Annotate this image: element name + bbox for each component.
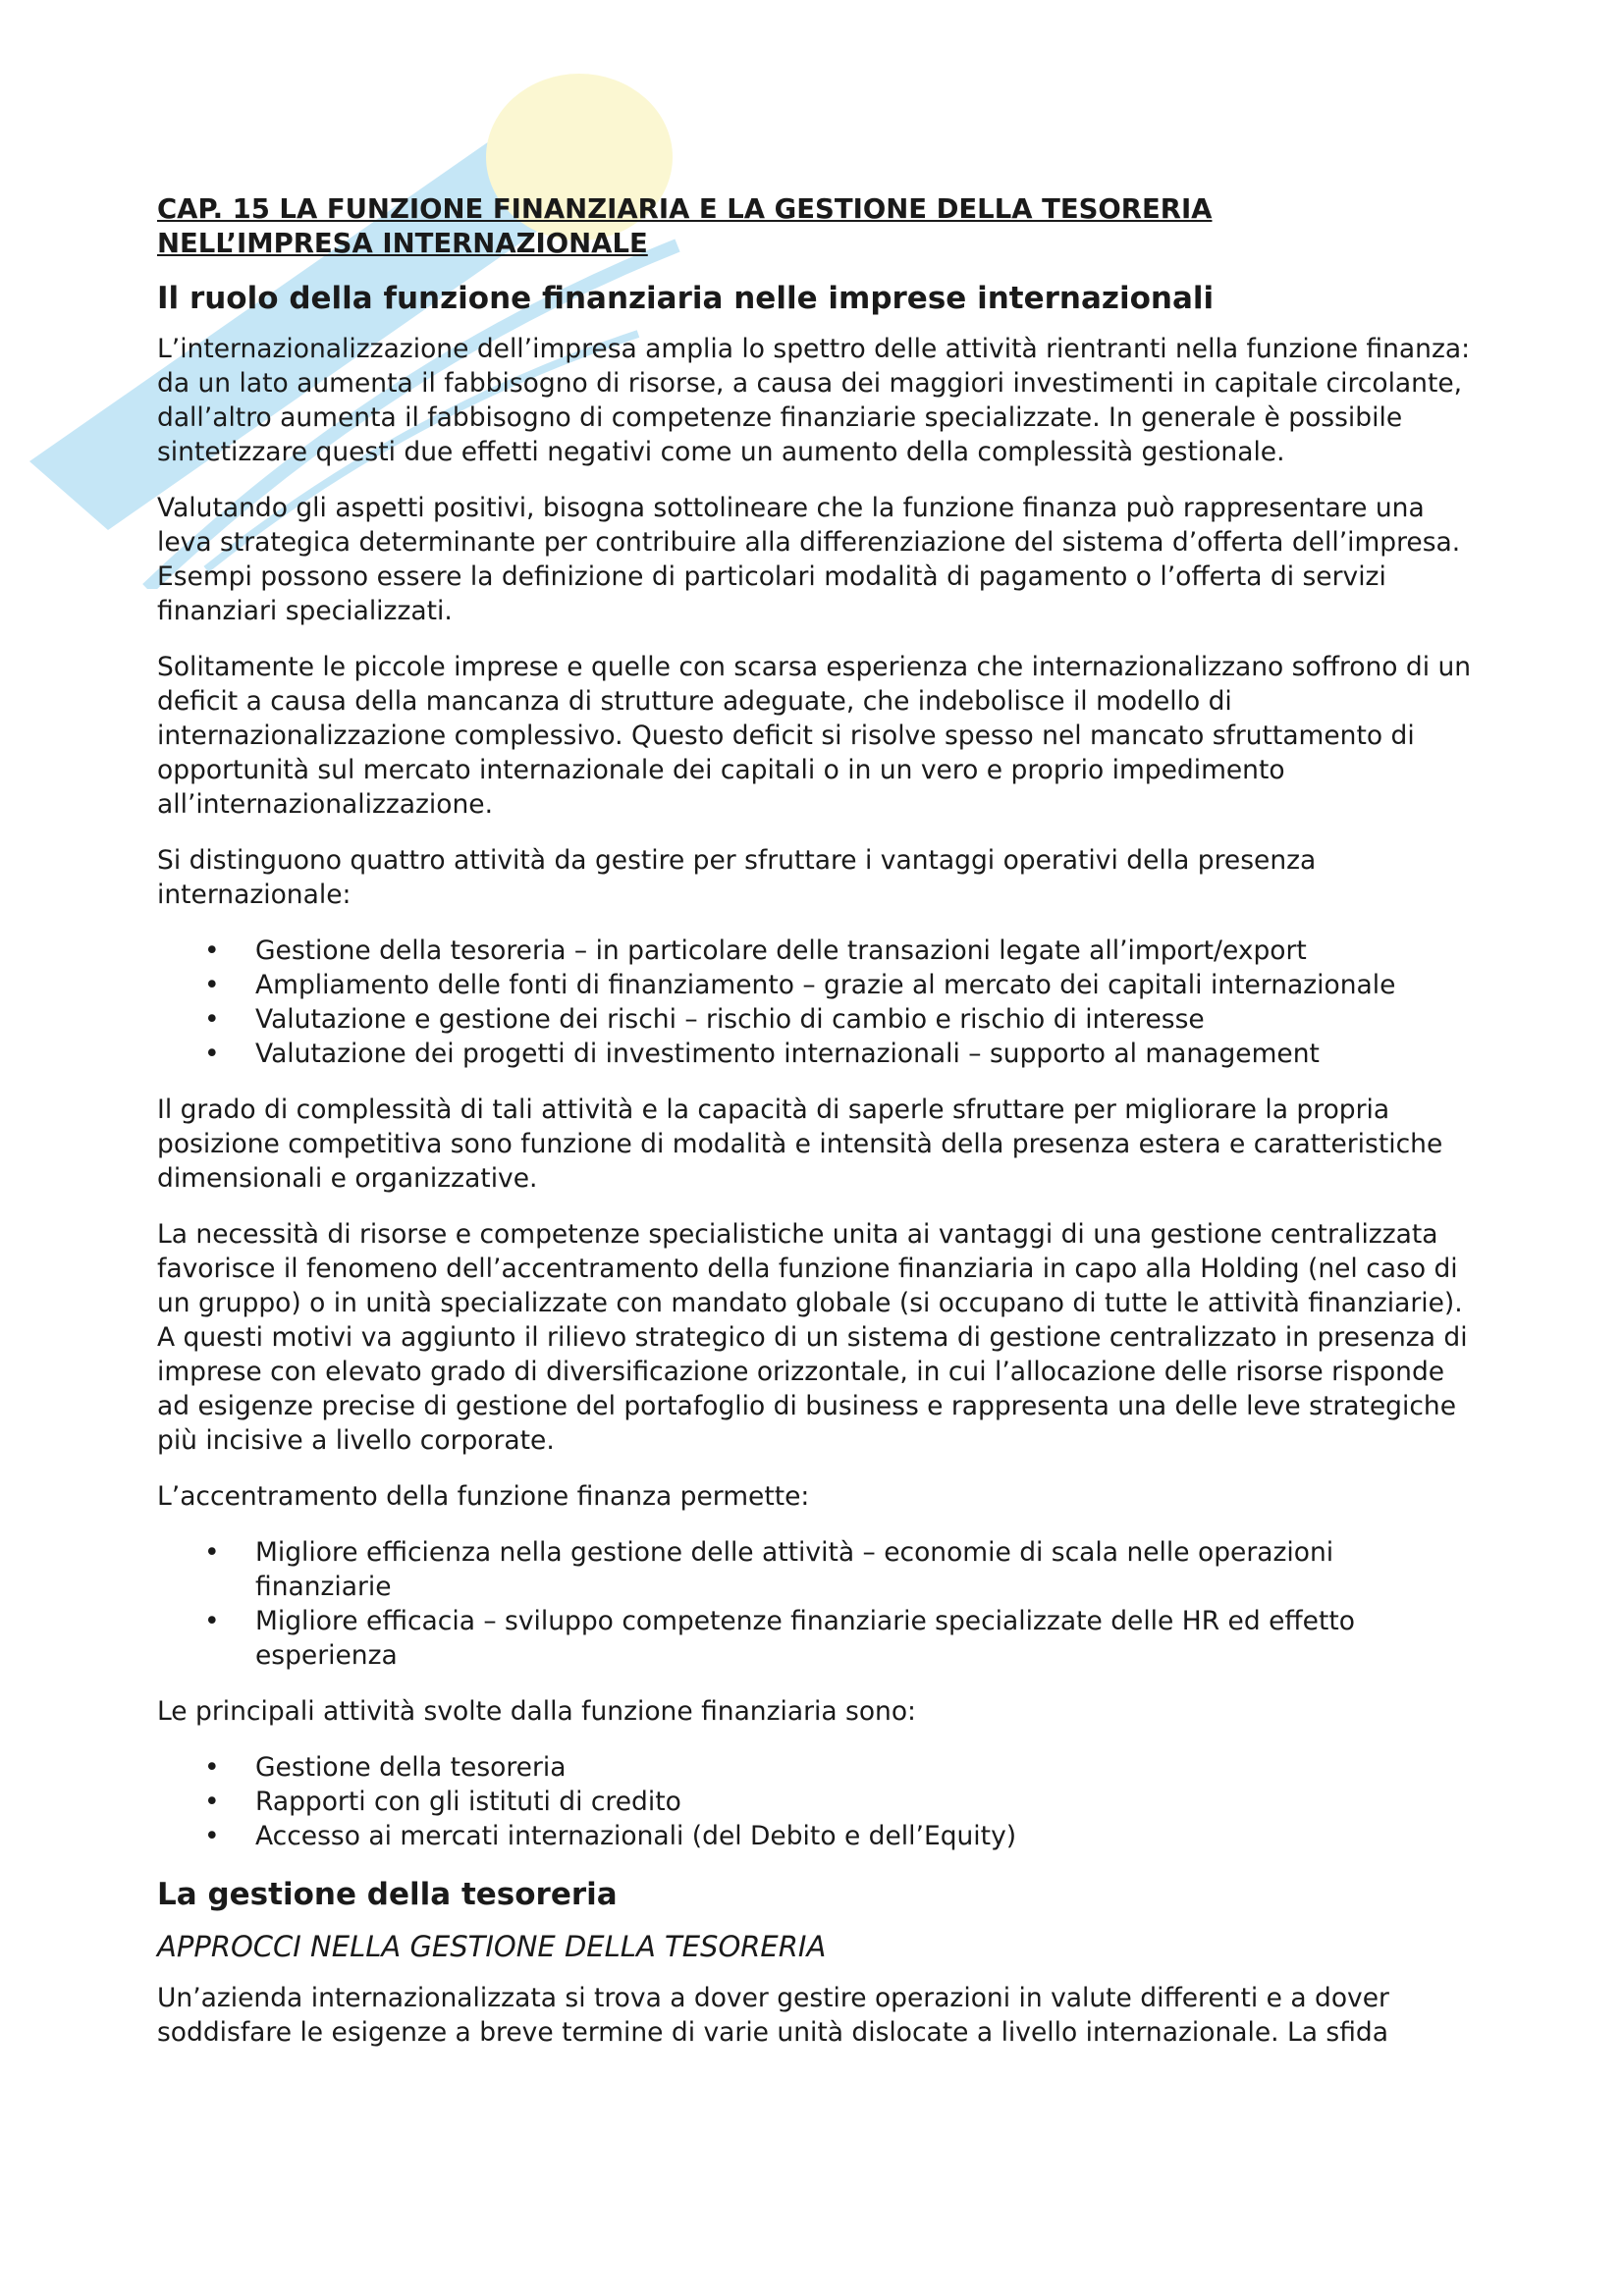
list-item-text: Rapporti con gli istituti di credito — [255, 1787, 681, 1817]
list-item — [157, 1785, 1478, 1819]
chapter-title-line2: NELL’IMPRESA INTERNAZIONALE — [157, 228, 648, 259]
bullet-icon: • — [204, 1004, 220, 1035]
paragraph: L’accentramento della funzione finanza permette: — [157, 1481, 810, 1512]
chapter-title-line1: CAP. 15 LA FUNZIONE FINANZIARIA E LA GESTIONE DELLA TESORERIA — [157, 193, 1213, 225]
list-item — [157, 1750, 1478, 1785]
list-item-text: Accesso ai mercati internazionali (del Debito e dell’Equity) — [255, 1821, 1017, 1851]
paragraph: Le principali attività svolte dalla funzione finanziaria sono: — [157, 1696, 916, 1727]
list-item-text: Gestione della tesoreria – in particolare delle transazioni legate all’import/export — [255, 935, 1307, 966]
bullet-icon: • — [204, 1821, 220, 1851]
list-item-text: Migliore efficienza nella gestione delle attività – economie di scala nelle operazioni finanziarie — [255, 1537, 1334, 1602]
bullet-icon: • — [204, 935, 220, 966]
chapter-title — [157, 192, 1478, 261]
list-item — [157, 1819, 1478, 1853]
list-item — [157, 1002, 1478, 1037]
bullet-icon: • — [204, 1606, 220, 1636]
list-item — [157, 1037, 1478, 1071]
list-item-text: Valutazione e gestione dei rischi – rischio di cambio e rischio di interesse — [255, 1004, 1205, 1035]
list-item-text: Gestione della tesoreria — [255, 1752, 567, 1783]
list-item-text: Ampliamento delle fonti di finanziamento – grazie al mercato dei capitali internazionale — [255, 970, 1396, 1000]
bullet-icon: • — [204, 1537, 220, 1568]
paragraph: Valutando gli aspetti positivi, bisogna sottolineare che la funzione finanza può rappresentare una leva strategica determinante per contribuire alla differenziazione del sistema d’offerta dell’impresa. Esempi possono essere la definizione di particolari modalità di pagamento o l’offerta di servizi finanziari specializzati. — [157, 493, 1461, 626]
bullet-icon: • — [204, 970, 220, 1000]
paragraph: L’internazionalizzazione dell’impresa amplia lo spettro delle attività rientranti nella funzione finanza: da un lato aumenta il fabbisogno di risorse, a causa dei maggiori investimenti in capitale circolante, dall’altro aumenta il fabbisogno di competenze finanziarie specializzate. In generale è possibile sintetizzare questi due effetti negativi come un aumento della complessità gestionale. — [157, 334, 1471, 467]
activities-list — [157, 934, 1478, 1071]
document-page — [157, 192, 1478, 2071]
paragraph: La necessità di risorse e competenze specialistiche unita ai vantaggi di una gestione centralizzata favorisce il fenomeno dell’accentramento della funzione finanziaria in capo alla Holding (nel caso di un gruppo) o in unità specializzate con mandato globale (si occupano di tutte le attività finanziarie). A questi motivi va aggiunto il rilievo strategico di un sistema di gestione centralizzato in presenza di imprese con elevato grado di diversificazione orizzontale, in cui l’allocazione delle risorse risponde ad esigenze precise di gestione del portafoglio di business e rappresenta una delle leve strategiche più incisive a livello corporate. — [157, 1219, 1468, 1456]
paragraph: Un’azienda internazionalizzata si trova a dover gestire operazioni in valute differenti e a dover soddisfare le esigenze a breve termine di varie unità dislocate a livello internazionale. La sfida — [157, 1983, 1389, 2048]
list-item — [157, 934, 1478, 968]
list-item — [157, 1535, 1478, 1604]
list-item-text: Valutazione dei progetti di investimento internazionali – supporto al management — [255, 1039, 1320, 1069]
paragraph: Il grado di complessità di tali attività e la capacità di saperle sfruttare per migliorare la propria posizione competitiva sono funzione di modalità e intensità della presenza estera e caratteristiche dimensionali e organizzative. — [157, 1095, 1443, 1194]
section-heading-role: Il ruolo della funzione finanziaria nelle imprese internazionali — [157, 281, 1215, 316]
main-activities-list — [157, 1750, 1478, 1853]
paragraph: Si distinguono quattro attività da gestire per sfruttare i vantaggi operativi della presenza internazionale: — [157, 845, 1317, 910]
list-item — [157, 1604, 1478, 1673]
subsection-heading-approaches: APPROCCI NELLA GESTIONE DELLA TESORERIA — [157, 1930, 827, 1963]
section-heading-treasury: La gestione della tesoreria — [157, 1877, 618, 1912]
list-item-text: Migliore efficacia – sviluppo competenze finanziarie specializzate delle HR ed effetto esperienza — [255, 1606, 1355, 1671]
list-item — [157, 968, 1478, 1002]
bullet-icon: • — [204, 1039, 220, 1069]
centralization-benefits-list — [157, 1535, 1478, 1673]
bullet-icon: • — [204, 1787, 220, 1817]
paragraph: Solitamente le piccole imprese e quelle con scarsa esperienza che internazionalizzano soffrono di un deficit a causa della mancanza di strutture adeguate, che indebolisce il modello di internazionalizzazione complessivo. Questo deficit si risolve spesso nel mancato sfruttamento di opportunità sul mercato internazionale dei capitali o in un vero e proprio impedimento all’internazionalizzazione. — [157, 652, 1472, 820]
bullet-icon: • — [204, 1752, 220, 1783]
